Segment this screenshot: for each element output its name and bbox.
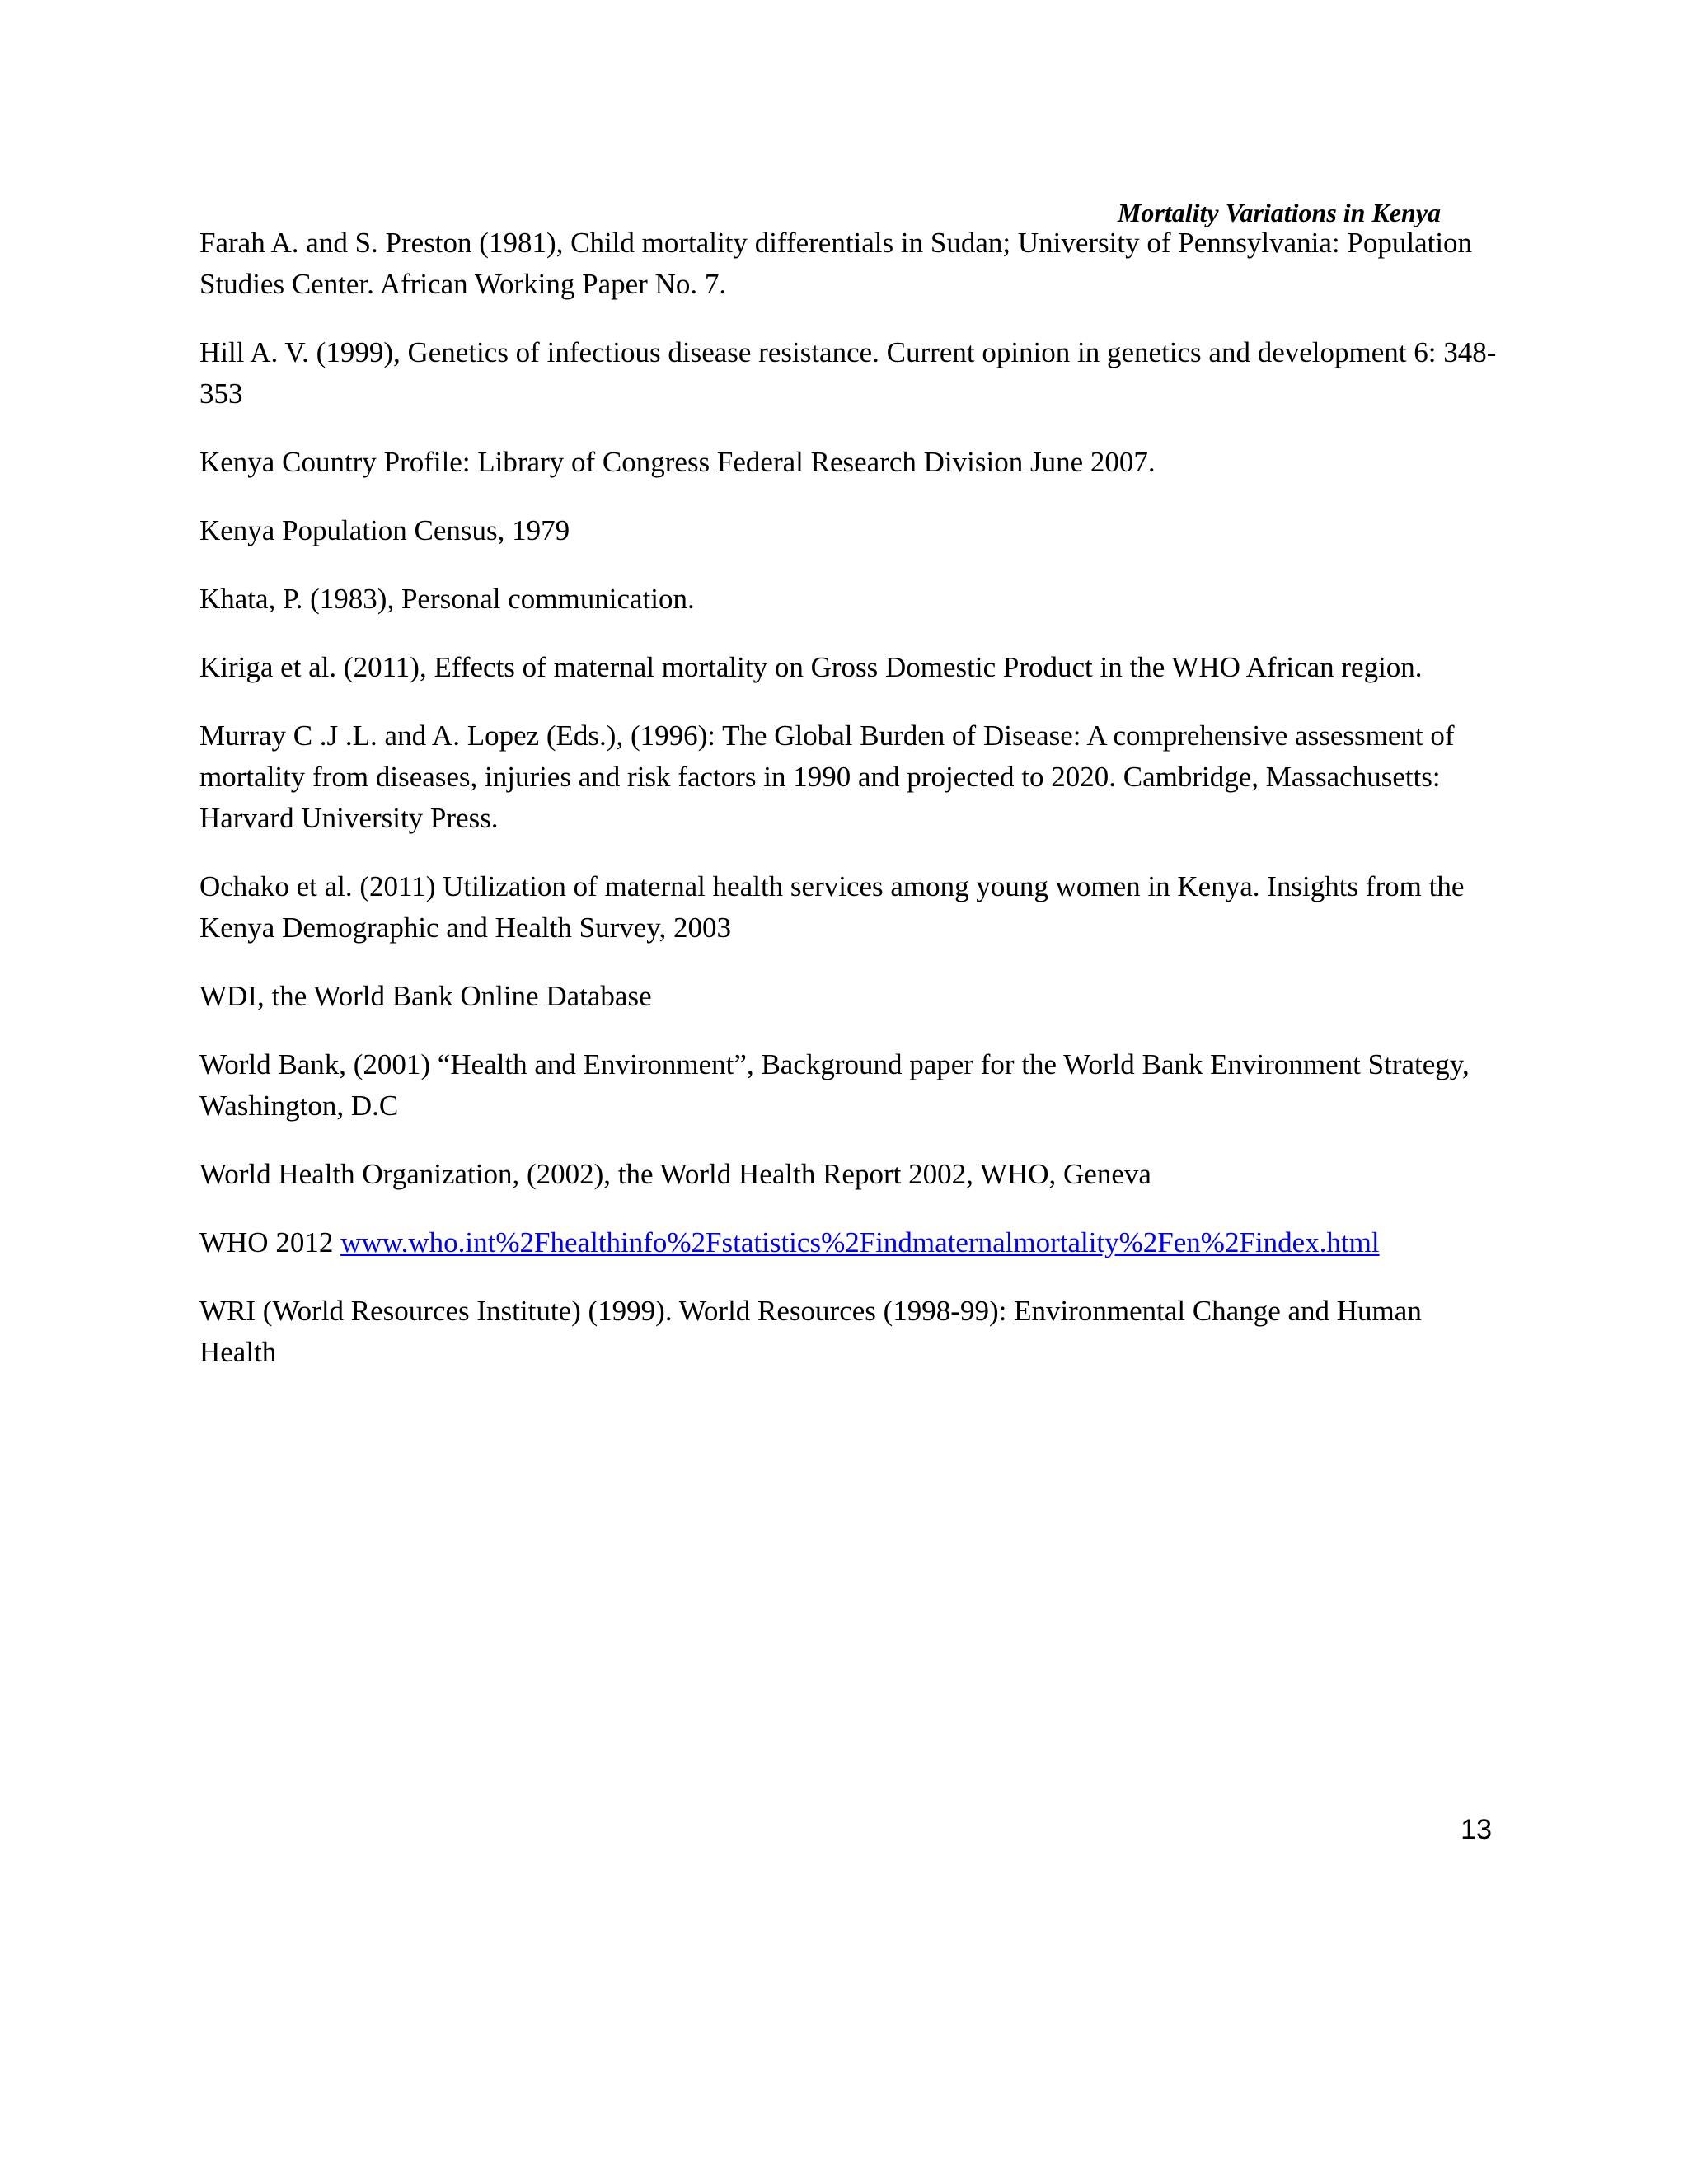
reference-kenya-census: Kenya Population Census, 1979 <box>199 514 570 546</box>
reference-kenya-country-profile: Kenya Country Profile: Library of Congress Federal Research Division June 2007. <box>199 446 1156 478</box>
reference-wdi: WDI, the World Bank Online Database <box>199 980 652 1012</box>
reference-who-2012 <box>199 1222 1502 1263</box>
reference-khata: Khata, P. (1983), Personal communication. <box>199 583 695 615</box>
reference-murray-lopez: Murray C .J .L. and A. Lopez (Eds.), (1996): The Global Burden of Disease: A comprehensive assessment of mortality from diseases, injuries and risk factors in 1990 and projected to 2020. Cambridge, Massachusetts: Harvard University Press. <box>199 719 1455 834</box>
reference-world-bank: World Bank, (2001) “Health and Environment”, Background paper for the World Bank Environment Strategy, Washington, D.C <box>199 1048 1470 1122</box>
reference-who-2002: World Health Organization, (2002), the World Health Report 2002, WHO, Geneva <box>199 1158 1151 1190</box>
reference-kiriga: Kiriga et al. (2011), Effects of maternal mortality on Gross Domestic Product in the WHO African region. <box>199 651 1423 683</box>
reference-hill: Hill A. V. (1999), Genetics of infectious disease resistance. Current opinion in genetics and development 6: 348-353 <box>199 336 1497 410</box>
reference-ochako: Ochako et al. (2011) Utilization of maternal health services among young women in Kenya. Insights from the Kenya Demographic and Health Survey, 2003 <box>199 870 1465 944</box>
reference-farah: Farah A. and S. Preston (1981), Child mortality differentials in Sudan; University of Pennsylvania: Population Studies Center. African Working Paper No. 7. <box>199 227 1473 300</box>
running-header: Mortality Variations in Kenya <box>1117 198 1441 227</box>
page-number: 13 <box>1461 1814 1492 1845</box>
reference-who-2012-prefix: WHO 2012 <box>199 1226 334 1258</box>
reference-wri: WRI (World Resources Institute) (1999). World Resources (1998-99): Environmental Change and Human Health <box>199 1295 1422 1368</box>
who-maternal-mortality-link[interactable]: www.who.int%2Fhealthinfo%2Fstatistics%2Findmaternalmortality%2Fen%2Findex.html <box>340 1226 1380 1258</box>
reference-list <box>199 223 1502 1400</box>
